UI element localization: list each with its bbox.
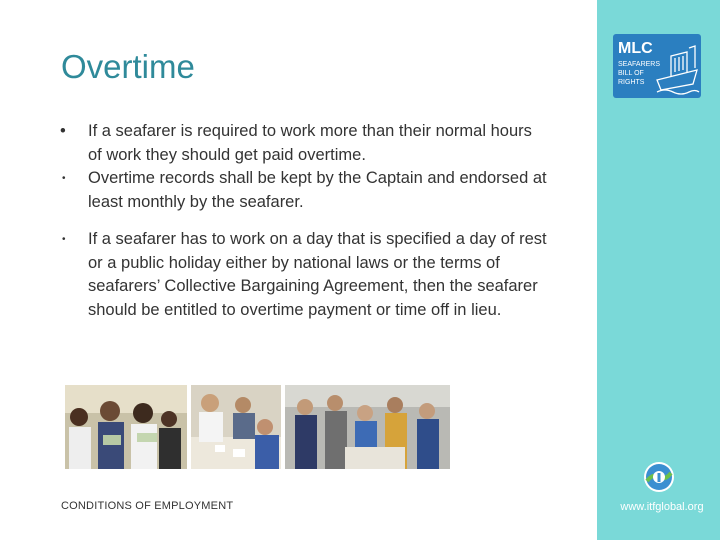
crew-photo [65,385,187,469]
bullet-text: If a seafarer is required to work more than their normal hours of work they should get paid overtime. [88,122,532,164]
itf-logo-icon [643,461,675,493]
website-url[interactable]: www.itfglobal.org [620,501,704,513]
logo-line-seafarers: SEAFARERS [618,61,661,68]
logo-line-bill-of: BILL OF [618,70,644,77]
bullet-item [60,167,550,214]
logo-line-rights: RIGHTS [618,79,645,86]
seafarers-photo-strip [65,385,450,469]
logo-line-mlc: MLC [618,40,653,57]
group-photo [285,385,450,469]
footer-section-label: CONDITIONS OF EMPLOYMENT [61,500,234,512]
bullet-item [60,228,550,322]
bullet-item [60,120,550,167]
bullet-marker: • [60,122,66,140]
bullet-text: If a seafarer has to work on a day that is specified a day of rest or a public holiday either by national laws or the terms of seafarers’ Collective Bargaining Agreement, then the seafarer should be entitled to overtime payment or time off in lieu. [88,230,547,319]
bullet-text: Overtime records shall be kept by the Captain and endorsed at least monthly by the seafarer. [88,169,547,211]
sidebar [597,0,720,540]
mlc-logo [613,34,701,98]
meeting-photo [191,385,281,469]
bullet-marker: • [62,234,66,245]
bullet-list [60,120,550,322]
slide-title: Overtime [61,48,195,85]
bullet-marker: • [62,173,66,184]
